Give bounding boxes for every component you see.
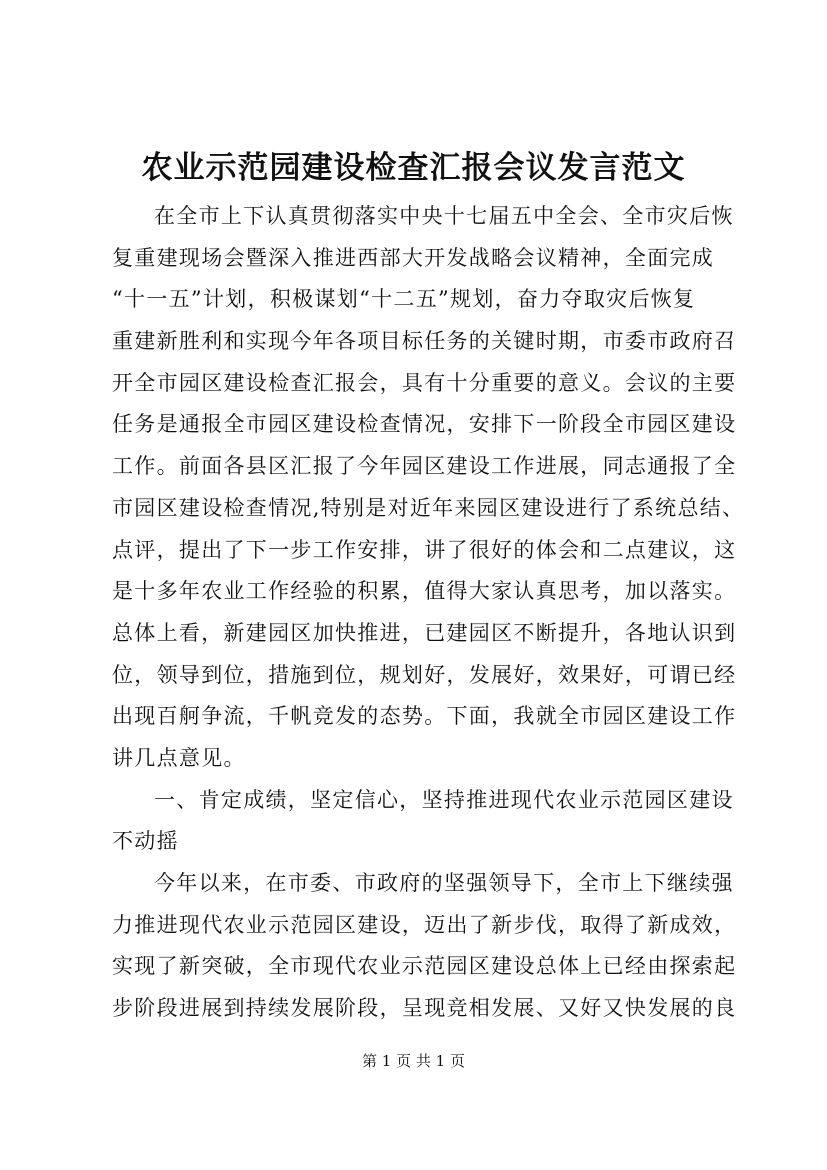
paragraph-line: 任务是通报全市园区建设检查情况，安排下一阶段全市园区建设 — [112, 412, 737, 437]
paragraph-line: 今年以来，在市委、市政府的坚强领导下，全市上下继续强 — [154, 871, 734, 895]
paragraph-line: 力推进现代农业示范园区建设，迈出了新步伐，取得了新成效， — [112, 912, 737, 937]
paragraph-line: 位，领导到位，措施到位，规划好，发展好，效果好，可谓已经 — [112, 662, 737, 687]
paragraph-line: “十一五”计划，积极谋划“十二五”规划，奋力夺取灾后恢复 — [112, 287, 696, 312]
paragraph-line: 实现了新突破，全市现代农业示范园区建设总体上已经由探索起 — [112, 954, 737, 979]
section-heading-line: 一、肯定成绩，坚定信心，坚持推进现代农业示范园区建设 — [154, 787, 734, 812]
paragraph-line: 复重建现场会暨深入推进西部大开发战略会议精神，全面完成 — [112, 245, 715, 270]
paragraph-line: 在全市上下认真贯彻落实中央十七届五中全会、全市灾后恢 — [154, 204, 734, 228]
paragraph-line: 是十多年农业工作经验的积累，值得大家认真思考，加以落实。 — [112, 579, 737, 604]
page-number-footer: 第 1 页 共 1 页 — [362, 1052, 465, 1070]
document-body — [112, 196, 745, 1030]
paragraph-line: 重建新胜利和实现今年各项目标任务的关键时期，市委市政府召 — [112, 329, 737, 354]
section-heading-line: 不动摇 — [112, 829, 179, 854]
paragraph-line: 点评，提出了下一步工作安排，讲了很好的体会和二点建议，这 — [112, 537, 737, 562]
paragraph-line: 讲几点意见。 — [112, 745, 246, 770]
paragraph-line: 工作。前面各县区汇报了今年园区建设工作进展，同志通报了全 — [112, 454, 737, 479]
paragraph-line: 开全市园区建设检查汇报会，具有十分重要的意义。会议的主要 — [112, 370, 737, 395]
document-title: 农业示范园建设检查汇报会议发言范文 — [141, 150, 686, 186]
paragraph-line: 出现百舸争流，千帆竞发的态势。下面，我就全市园区建设工作 — [112, 704, 737, 729]
paragraph-line: 总体上看，新建园区加快推进，已建园区不断提升，各地认识到 — [112, 620, 737, 645]
paragraph-line: 市园区建设检查情况,特别是对近年来园区建设进行了系统总结、 — [112, 495, 745, 520]
paragraph-line: 步阶段进展到持续发展阶段，呈现竞相发展、又好又快发展的良 — [112, 996, 737, 1021]
